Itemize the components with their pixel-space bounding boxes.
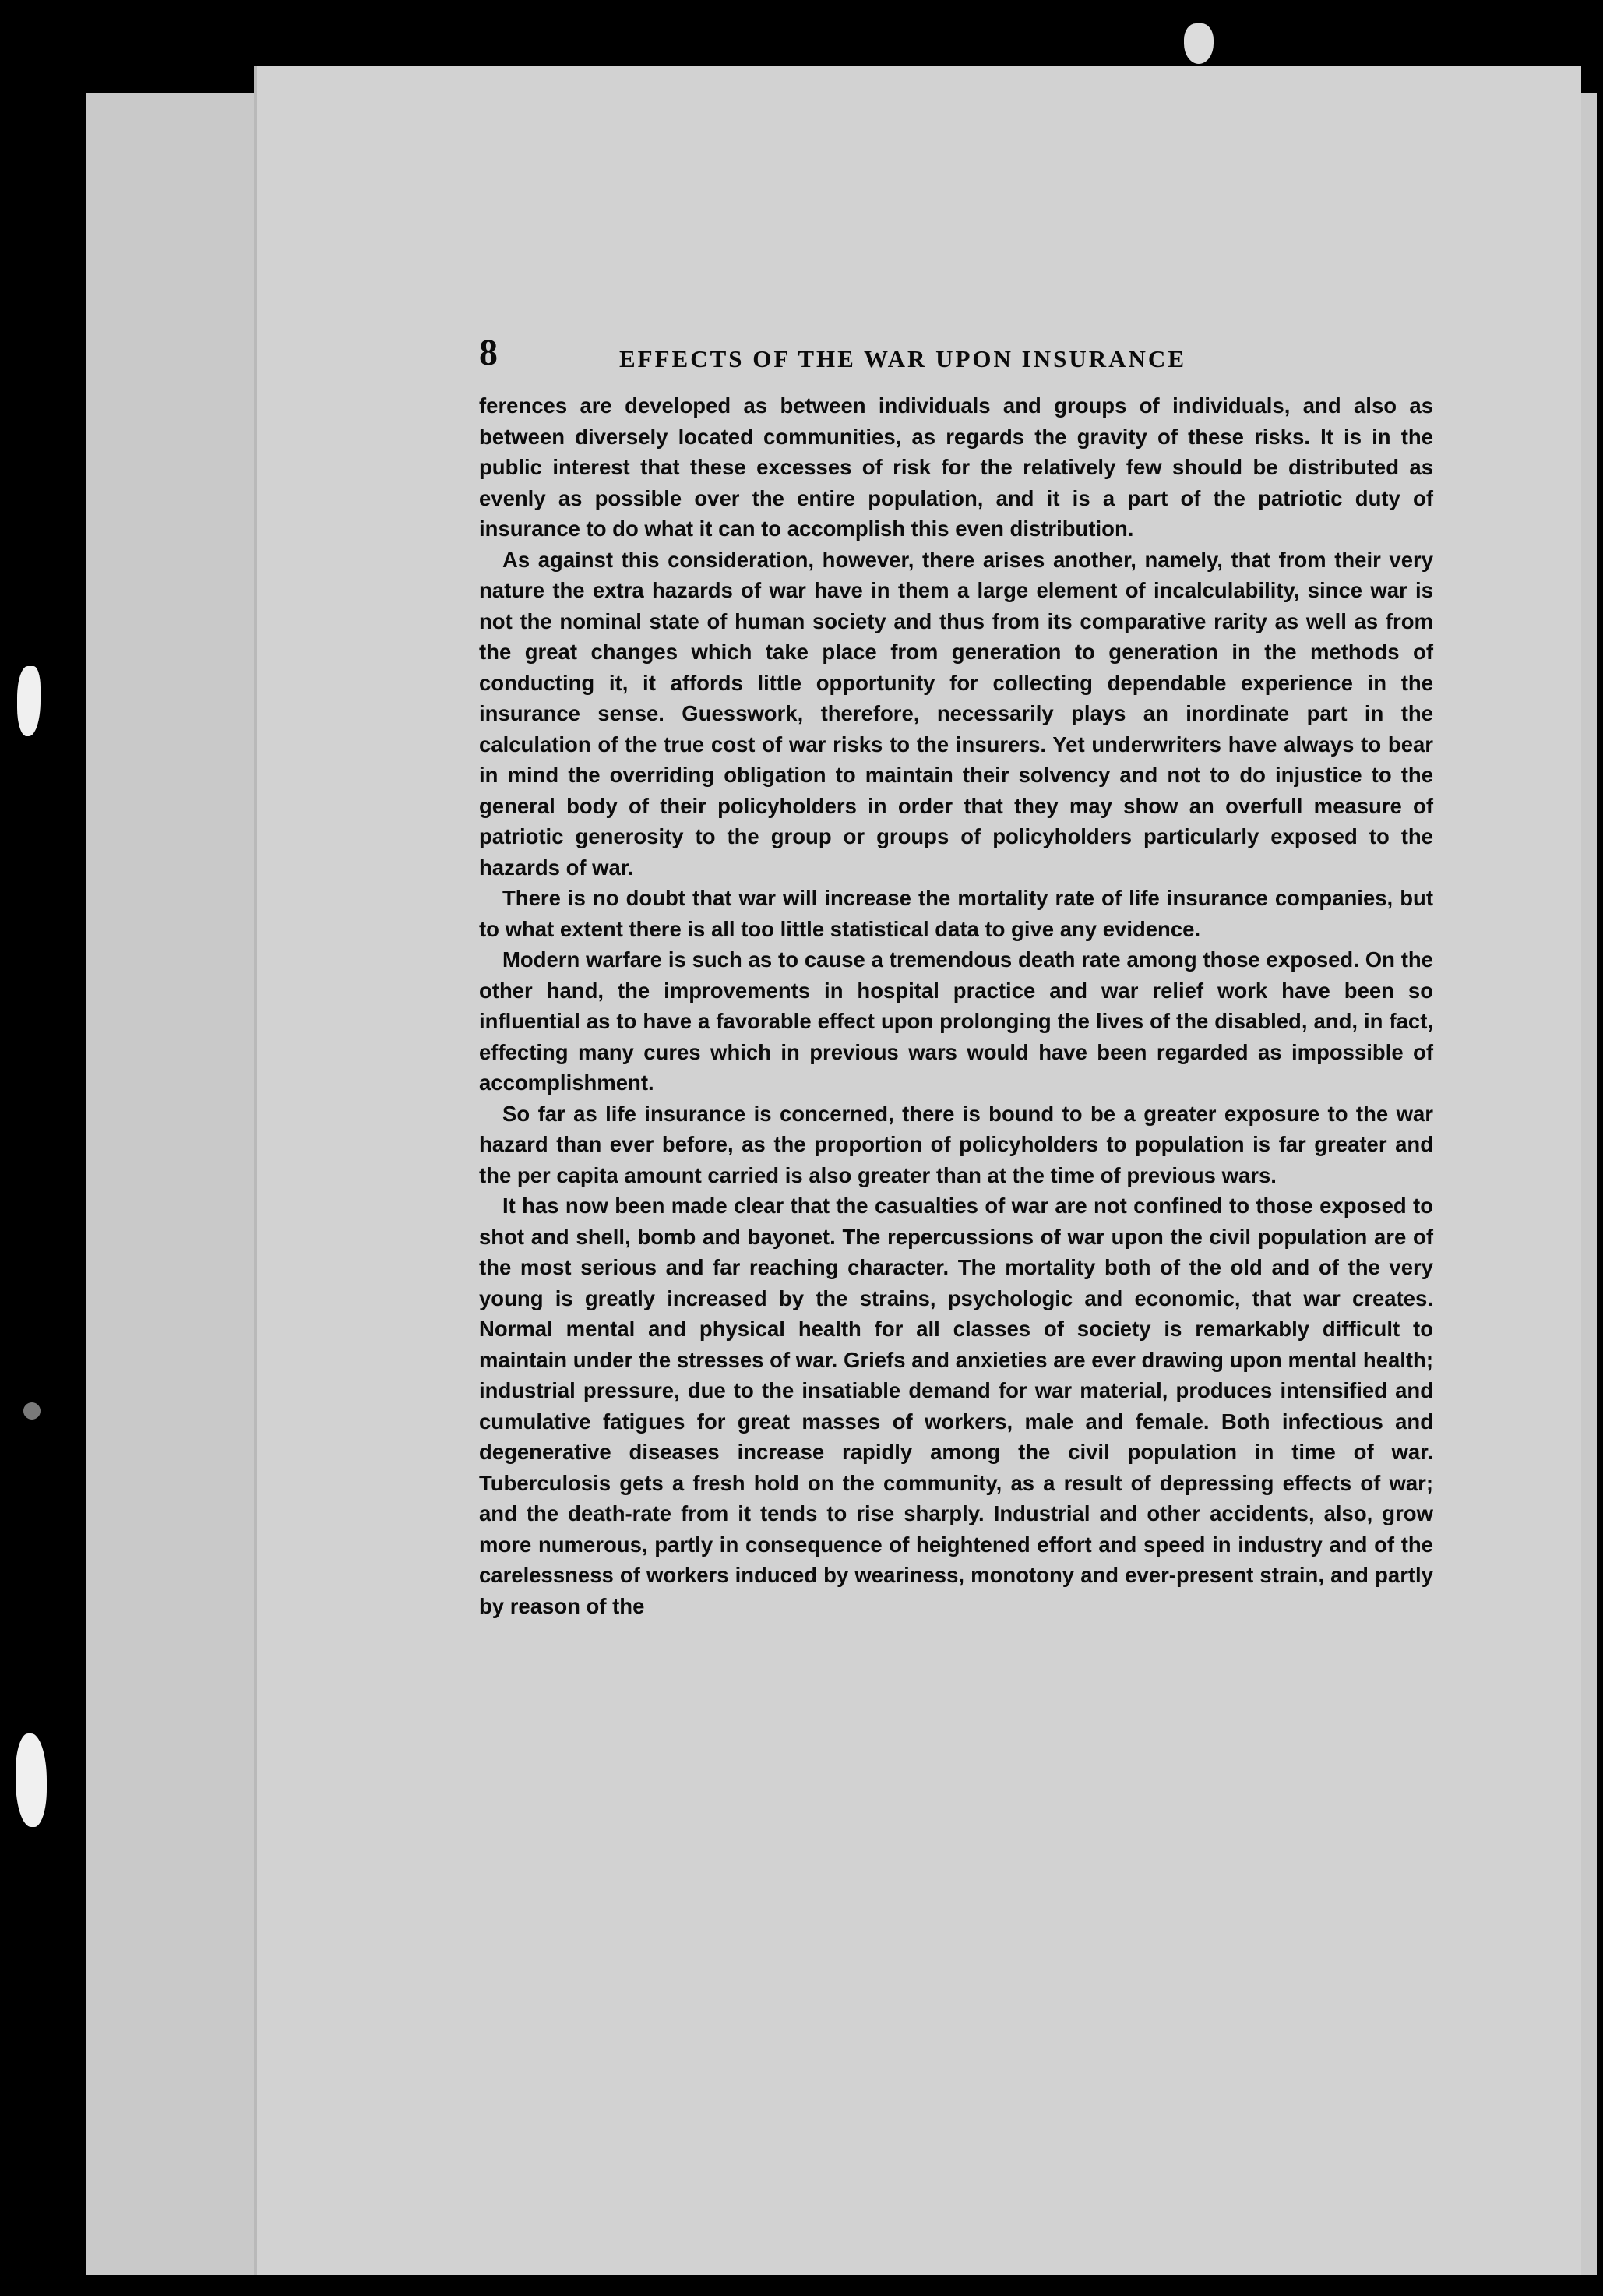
scan-artifact	[17, 666, 41, 736]
paragraph: So far as life insurance is concerned, there is bound to be a greater exposure to the war hazard than ever before, as the proportion of policyholders to population is far greater and the per capita amount carried is also greater than at the time of previous wars.	[479, 1101, 1433, 1187]
paragraph: Modern warfare is such as to cause a tremendous death rate among those exposed. On the other hand, the improvements in hospital practice and war relief work have been so influential as to have a favorable effect upon prolonging the lives of the disabled, and, in fact, effecting many cures which in previous wars would have been regarded as impossible of accomplishment.	[479, 947, 1433, 1095]
page-header: EFFECTS OF THE WAR UPON INSURANCE	[619, 345, 1186, 372]
scan-artifact	[1184, 23, 1214, 64]
document-page	[257, 66, 1581, 2275]
running-head	[479, 331, 1433, 386]
paragraph: ferences are developed as between individuals and groups of individuals, and also as between diversely located communities, as regards the gravity of these risks. It is in the public interest that these excesses of risk for the relatively few should be distributed as evenly as possible over the entire population, and it is a part of the patriotic duty of insurance to do what it can to accomplish this even distribution.	[479, 393, 1433, 541]
scan-artifact	[23, 1402, 41, 1420]
paragraph: As against this consideration, however, there arises another, namely, that from their very nature the extra hazards of war have in them a large element of incalculability, since war is not the nominal state of human society and thus from its comparative rarity as well as from the great changes which take place from generation to generation in the methods of conducting it, it affords little opportunity for collecting dependable experience in the insurance sense. Guesswork, therefore, necessarily plays an inordinate part in the calculation of the true cost of war risks to the insurers. Yet underwriters have always to bear in mind the overriding obligation to maintain their solvency and not to do injustice to the general body of their policyholders in order that they may show an overfull measure of patriotic generosity to the group or groups of policyholders particularly exposed to the hazards of war.	[479, 547, 1433, 880]
page-number: 8	[479, 332, 498, 373]
paragraph: There is no doubt that war will increase the mortality rate of life insurance companies, but to what extent there is all too little statistical data to give any evidence.	[479, 886, 1433, 941]
scan-artifact	[16, 1733, 47, 1827]
body-text	[479, 390, 1433, 1621]
page-content	[479, 331, 1433, 1621]
paragraph: It has now been made clear that the casualties of war are not confined to those exposed to shot and shell, bomb and bayonet. The repercussions of war upon the civil population are of the most serious and far reaching character. The mortality both of the old and of the very young is greatly increased by the strains, psychologic and economic, that war creates. Normal mental and physical health for all classes of society is remarkably difficult to maintain under the stresses of war. Griefs and anxieties are ever drawing upon mental health; industrial pressure, due to the insatiable demand for war material, produces intensified and cumulative fatigues for great masses of workers, male and female. Both infectious and degenerative diseases increase rapidly among the civil population in time of war. Tuberculosis gets a fresh hold on the community, as a result of depressing effects of war; and the death-rate from it tends to rise sharply. Industrial and other accidents, also, grow more numerous, partly in consequence of heightened effort and speed in industry and of the carelessness of workers induced by weariness, monotony and ever-present strain, and partly by reason of the	[479, 1194, 1433, 1618]
